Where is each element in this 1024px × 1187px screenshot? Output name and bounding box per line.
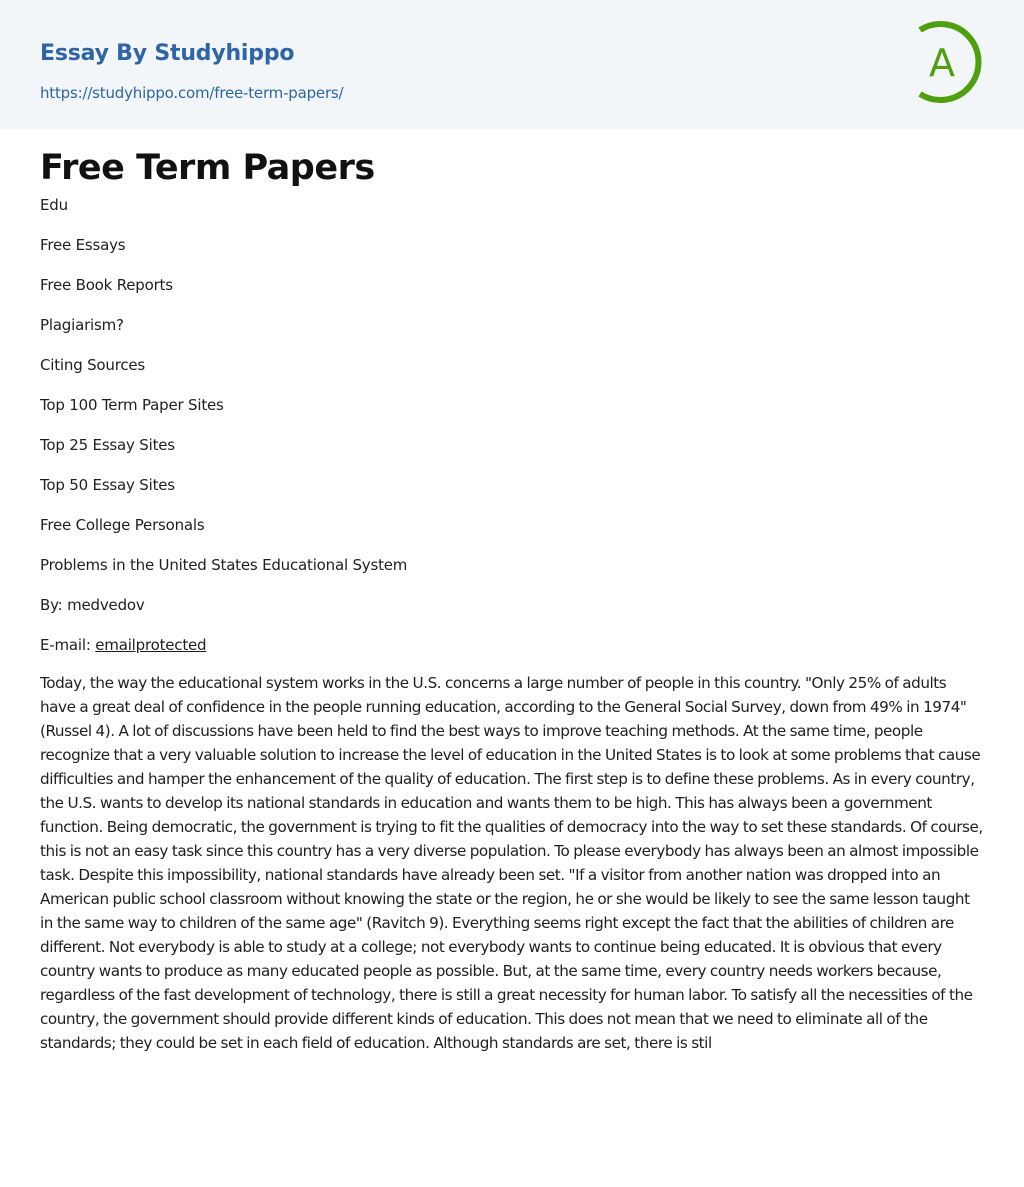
nav-line-free-book-reports: Free Book Reports [40, 276, 173, 294]
essay-subtitle: Problems in the United States Educational System [40, 556, 408, 574]
email-line [40, 635, 984, 675]
author-line: By: medvedov [40, 596, 145, 614]
nav-line-edu: Edu [40, 196, 68, 214]
nav-line-free-essays: Free Essays [40, 236, 126, 254]
nav-line-plagiarism: Plagiarism? [40, 316, 124, 334]
site-title[interactable]: Essay By Studyhippo [40, 41, 295, 66]
email-label: E-mail: [40, 636, 96, 654]
studyhippo-logo-icon[interactable] [914, 18, 986, 106]
site-header [0, 0, 1024, 129]
email-link[interactable]: emailprotected [95, 636, 207, 654]
nav-line-top-100: Top 100 Term Paper Sites [40, 396, 224, 414]
nav-line-top-25: Top 25 Essay Sites [40, 436, 175, 454]
page-url-link[interactable]: https://studyhippo.com/free-term-papers/ [40, 84, 344, 102]
svg-text:A: A [929, 41, 955, 85]
essay-body: Today, the way the educational system works in the U.S. concerns a large number of people in this country. "Only 25% of adults have a great deal of confidence in the people running education, according to the General Social Survey, down from 49% in 1974" (Russel 4). A lot of discussions have been held to find the best ways to improve teaching methods. At the same time, people recognize that a very valuable solution to increase the level of education in the United States is to look at some problems that cause difficulties and hamper the enhancement of the quality of education. The first step is to define these problems. As in every country, the U.S. wants to develop its national standards in education and wants them to be high. This has always been a government function. Being democratic, the government is trying to fit the qualities of democracy into the way to set these standards. Of course, this is not an easy task since this country has a very diverse population. To please everybody has always been an almost impossible task. Despite this impossibility, national standards have already been set. "If a visitor from another nation was dropped into an American public school classroom without knowing the state or the region, he or she would be likely to see the same lesson taught in the same way to children of the same age" (Ravitch 9). Everything seems right except the fact that the abilities of children are different. Not everybody is able to study at a college; not everybody wants to continue being educated. It is obvious that every country wants to produce as many educated people as possible. But, at the same time, every country needs workers because, regardless of the fast development of technology, there is still a great necessity for human labor. To satisfy all the necessities of the country, the government should provide different kinds of education. This does not mean that we need to eliminate all of the standards; they could be set in each field of education. Although standards are set, there is stil [40, 674, 983, 1052]
nav-line-college-personals: Free College Personals [40, 516, 205, 534]
nav-line-citing-sources: Citing Sources [40, 356, 146, 374]
main-content [0, 147, 1024, 1055]
nav-line-top-50: Top 50 Essay Sites [40, 476, 175, 494]
page-title: Free Term Papers [40, 148, 375, 188]
